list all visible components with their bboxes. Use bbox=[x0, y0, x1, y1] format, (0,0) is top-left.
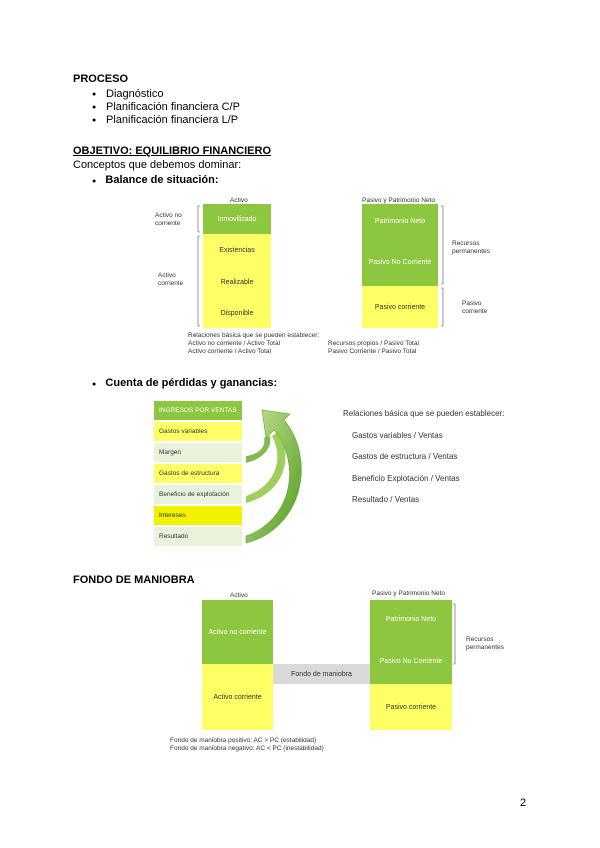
list-item: ● Planificación financiera L/P bbox=[92, 114, 240, 127]
objetivo-intro: Conceptos que debemos dominar: bbox=[73, 159, 242, 171]
fondo-nota-1: Fondo de maniobra positivo: AC > PC (estabilidad) bbox=[170, 737, 317, 744]
pyg-heading: ● Cuenta de pérdidas y ganancias: bbox=[92, 377, 278, 389]
fondo-box-fondo-maniobra: Fondo de maniobra bbox=[273, 664, 370, 684]
balance-rel-1: Activo no corriente / Activo Total bbox=[188, 340, 281, 347]
list-item: ● Diagnóstico bbox=[92, 88, 240, 101]
pyg-rel-4: Resultado / Ventas bbox=[352, 495, 420, 504]
label-activo-no-corriente: Activo no corriente bbox=[155, 212, 182, 227]
bracket-activo-corriente bbox=[198, 236, 200, 326]
bullet-icon: ● bbox=[92, 178, 97, 185]
bracket-activo-no-corriente bbox=[198, 206, 200, 232]
list-item: ● Planificación financiera C/P bbox=[92, 101, 240, 114]
box-pasivo-corriente: Pasivo corriente bbox=[362, 286, 438, 328]
fondo-title: FONDO DE MANIOBRA bbox=[73, 574, 195, 586]
fondo-nota-2: Fondo de maniobra negativo: AC < PC (inestabilidad) bbox=[170, 745, 324, 752]
proceso-title: PROCESO bbox=[73, 73, 129, 85]
fondo-box-activo-no-corriente: Activo no corriente bbox=[202, 600, 273, 664]
pyg-rel-3: Beneficio Explotación / Ventas bbox=[352, 474, 460, 483]
page-number: 2 bbox=[520, 797, 527, 809]
fondo-label-recursos-permanentes: Recursos permanentes bbox=[466, 636, 504, 651]
balance-pasivo-header: Pasivo y Patrimonio Neto bbox=[362, 197, 435, 204]
pyg-relaciones-title: Relaciones básica que se pueden establecer: bbox=[343, 409, 505, 418]
box-inmovilizado: Inmovilizado bbox=[203, 204, 271, 234]
fondo-box-pasivo-corriente: Pasivo corriente bbox=[370, 684, 452, 730]
bracket-fondo-recursos-permanentes bbox=[453, 604, 455, 664]
pyg-row-ingresos: INGRESOS POR VENTAS bbox=[154, 401, 242, 420]
balance-rel-4: Pasivo Corriente / Pasivo Total bbox=[328, 348, 417, 355]
pyg-rel-1: Gastos variables / Ventas bbox=[352, 431, 443, 440]
box-pasivo-no-corriente: Pasivo No Corriente bbox=[362, 238, 438, 286]
fondo-box-pasivo-no-corriente: Pasivo No Corriente bbox=[370, 638, 452, 684]
fondo-box-patrimonio-neto: Patrimonio Neto bbox=[370, 600, 452, 638]
balance-rel-2: Activo corriente / Activo Total bbox=[188, 348, 271, 355]
pyg-row-beneficio: Beneficio de explotación bbox=[154, 485, 242, 504]
pyg-row-margen: Margen bbox=[154, 443, 242, 462]
objetivo-title: OBJETIVO: EQUILIBRIO FINANCIERO bbox=[73, 145, 272, 157]
curved-arrow-icon bbox=[244, 388, 324, 553]
fondo-box-activo-corriente: Activo corriente bbox=[202, 664, 273, 730]
pyg-row-intereses: Intereses bbox=[154, 506, 242, 525]
fondo-pasivo-header: Pasivo y Patrimonio Neto bbox=[372, 590, 445, 597]
pyg-row-gastos-estructura: Gastos de estructura bbox=[154, 464, 242, 483]
box-existencias: Existencias bbox=[203, 234, 271, 266]
pyg-row-gastos-variables: Gastos variables bbox=[154, 422, 242, 441]
bracket-recursos-permanentes bbox=[441, 206, 443, 284]
label-recursos-permanentes: Recursos permanentes bbox=[452, 240, 490, 255]
pyg-rel-2: Gastos de estructura / Ventas bbox=[352, 452, 458, 461]
bracket-pasivo-corriente bbox=[441, 288, 443, 326]
bullet-icon: ● bbox=[92, 381, 97, 388]
balance-rel-3: Recursos propios / Pasivo Total bbox=[328, 340, 419, 347]
pyg-row-resultado: Resultado bbox=[154, 527, 242, 546]
box-realizable: Realizable bbox=[203, 266, 271, 298]
box-disponible: Disponible bbox=[203, 298, 271, 328]
balance-relaciones-title: Relaciones básica que se pueden establecer: bbox=[188, 332, 320, 339]
label-pasivo-corriente: Pasivo corriente bbox=[462, 300, 488, 315]
balance-heading: ● Balance de situación: bbox=[92, 174, 219, 186]
balance-activo-header: Activo bbox=[230, 197, 248, 204]
fondo-activo-header: Activo bbox=[230, 592, 248, 599]
box-patrimonio-neto: Patrimonio Neto bbox=[362, 204, 438, 238]
label-activo-corriente: Activo corriente bbox=[158, 272, 184, 287]
